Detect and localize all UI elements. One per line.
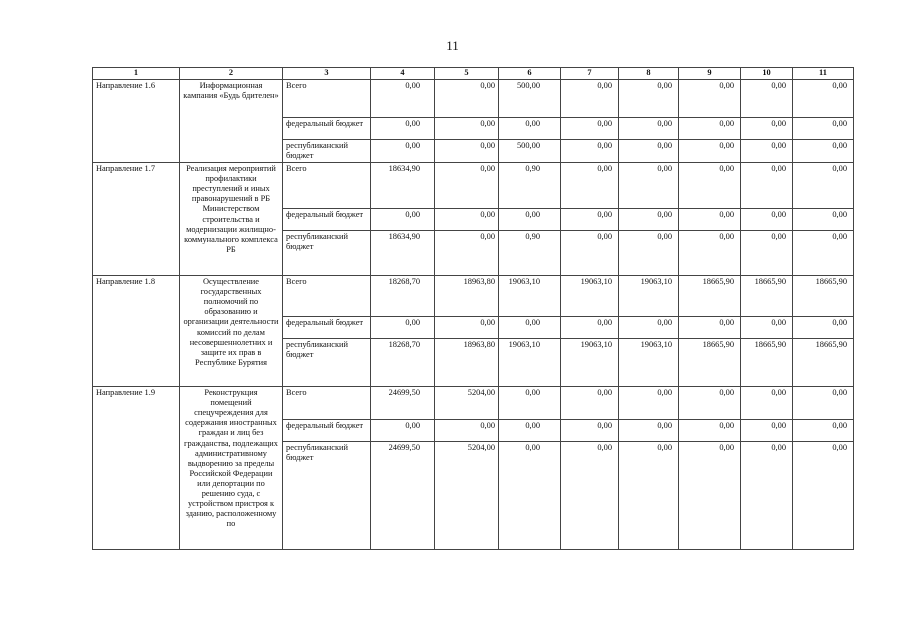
value-cell: 0,00 (499, 387, 561, 420)
value-cell: 0,00 (619, 317, 679, 339)
table-row (93, 80, 854, 118)
value-cell: 0,00 (619, 209, 679, 231)
funding-source-cell: Всего (283, 387, 371, 420)
value-cell: 0,00 (619, 80, 679, 118)
value-cell: 0,00 (793, 140, 854, 163)
value-cell: 0,00 (793, 118, 854, 140)
value-cell: 0,00 (741, 140, 793, 163)
value-cell: 0,00 (499, 317, 561, 339)
value-cell: 18963,80 (435, 276, 499, 317)
value-cell: 19063,10 (561, 276, 619, 317)
value-cell: 0,00 (435, 80, 499, 118)
value-cell: 5204,00 (435, 442, 499, 550)
value-cell: 18963,80 (435, 339, 499, 387)
value-cell: 0,00 (499, 442, 561, 550)
value-cell: 0,00 (371, 209, 435, 231)
funding-source-cell: республиканский бюджет (283, 442, 371, 550)
value-cell: 0,00 (561, 420, 619, 442)
value-cell: 0,00 (679, 317, 741, 339)
funding-source-cell: федеральный бюджет (283, 420, 371, 442)
column-header: 2 (180, 68, 283, 80)
value-cell: 0,00 (793, 317, 854, 339)
value-cell: 19063,10 (619, 276, 679, 317)
value-cell: 0,00 (435, 209, 499, 231)
value-cell: 0,00 (679, 387, 741, 420)
value-cell: 0,00 (793, 387, 854, 420)
direction-cell: Направление 1.9 (93, 387, 180, 550)
value-cell: 18665,90 (793, 276, 854, 317)
column-header: 11 (793, 68, 854, 80)
funding-source-cell: федеральный бюджет (283, 209, 371, 231)
measure-name-cell: Информационная кампания «Будь бдителен» (180, 80, 283, 163)
value-cell: 0,00 (679, 163, 741, 209)
table-row (93, 163, 854, 209)
funding-source-cell: республиканский бюджет (283, 140, 371, 163)
value-cell: 0,00 (561, 209, 619, 231)
funding-source-cell: республиканский бюджет (283, 339, 371, 387)
value-cell: 0,00 (741, 420, 793, 442)
funding-source-cell: Всего (283, 163, 371, 209)
value-cell: 500,00 (499, 140, 561, 163)
value-cell: 0,00 (741, 163, 793, 209)
value-cell: 5204,00 (435, 387, 499, 420)
table-row (93, 276, 854, 317)
value-cell: 0,00 (741, 80, 793, 118)
value-cell: 19063,10 (561, 339, 619, 387)
value-cell: 18268,70 (371, 339, 435, 387)
value-cell: 0,00 (371, 317, 435, 339)
budget-table (92, 67, 854, 550)
column-header: 8 (619, 68, 679, 80)
value-cell: 0,00 (679, 80, 741, 118)
value-cell: 0,00 (499, 118, 561, 140)
value-cell: 0,00 (793, 420, 854, 442)
value-cell: 0,00 (619, 140, 679, 163)
value-cell: 0,00 (435, 140, 499, 163)
value-cell: 0,00 (619, 163, 679, 209)
value-cell: 0,00 (371, 420, 435, 442)
value-cell: 0,00 (679, 118, 741, 140)
value-cell: 0,00 (679, 209, 741, 231)
value-cell: 18665,90 (679, 276, 741, 317)
funding-source-cell: Всего (283, 80, 371, 118)
value-cell: 0,00 (371, 118, 435, 140)
value-cell: 0,00 (619, 118, 679, 140)
value-cell: 19063,10 (499, 339, 561, 387)
value-cell: 0,00 (741, 442, 793, 550)
column-header: 1 (93, 68, 180, 80)
value-cell: 0,00 (561, 442, 619, 550)
value-cell: 24699,50 (371, 387, 435, 420)
value-cell: 0,00 (561, 317, 619, 339)
column-header: 9 (679, 68, 741, 80)
value-cell: 0,00 (741, 118, 793, 140)
value-cell: 0,00 (619, 442, 679, 550)
value-cell: 0,00 (793, 209, 854, 231)
value-cell: 18268,70 (371, 276, 435, 317)
value-cell: 0,00 (793, 163, 854, 209)
value-cell: 0,00 (499, 420, 561, 442)
measure-name-cell: Реализация мероприятий профилактики преступлений и иных правонарушений в РБ Министерством строительства и модернизации жилищно-коммунального комплекса РБ (180, 163, 283, 276)
value-cell: 0,00 (679, 231, 741, 276)
value-cell: 0,00 (619, 231, 679, 276)
value-cell: 18665,90 (679, 339, 741, 387)
value-cell: 18634,90 (371, 231, 435, 276)
direction-cell: Направление 1.8 (93, 276, 180, 387)
header-row (93, 68, 854, 80)
value-cell: 0,00 (741, 209, 793, 231)
value-cell: 0,00 (371, 80, 435, 118)
funding-source-cell: республиканский бюджет (283, 231, 371, 276)
page-number: 11 (446, 38, 459, 53)
value-cell: 0,00 (793, 80, 854, 118)
funding-source-cell: федеральный бюджет (283, 317, 371, 339)
value-cell: 0,00 (371, 140, 435, 163)
value-cell: 0,00 (619, 420, 679, 442)
column-header: 3 (283, 68, 371, 80)
value-cell: 0,00 (435, 231, 499, 276)
value-cell: 24699,50 (371, 442, 435, 550)
value-cell: 0,00 (741, 231, 793, 276)
value-cell: 0,00 (561, 80, 619, 118)
table-row (93, 387, 854, 420)
column-header: 6 (499, 68, 561, 80)
value-cell: 0,00 (741, 387, 793, 420)
value-cell: 0,00 (435, 163, 499, 209)
value-cell: 0,00 (679, 140, 741, 163)
value-cell: 0,00 (561, 163, 619, 209)
value-cell: 18665,90 (741, 276, 793, 317)
value-cell: 0,90 (499, 163, 561, 209)
value-cell: 500,00 (499, 80, 561, 118)
value-cell: 0,00 (499, 209, 561, 231)
value-cell: 0,00 (793, 442, 854, 550)
value-cell: 0,00 (435, 118, 499, 140)
value-cell: 18665,90 (793, 339, 854, 387)
value-cell: 0,00 (561, 231, 619, 276)
direction-cell: Направление 1.7 (93, 163, 180, 276)
value-cell: 0,00 (561, 140, 619, 163)
value-cell: 0,00 (561, 387, 619, 420)
value-cell: 0,00 (741, 317, 793, 339)
value-cell: 19063,10 (619, 339, 679, 387)
funding-source-cell: Всего (283, 276, 371, 317)
column-header: 10 (741, 68, 793, 80)
value-cell: 18665,90 (741, 339, 793, 387)
value-cell: 0,00 (435, 420, 499, 442)
value-cell: 0,00 (435, 317, 499, 339)
value-cell: 19063,10 (499, 276, 561, 317)
value-cell: 0,00 (561, 118, 619, 140)
value-cell: 0,00 (679, 442, 741, 550)
direction-cell: Направление 1.6 (93, 80, 180, 163)
funding-source-cell: федеральный бюджет (283, 118, 371, 140)
value-cell: 0,00 (619, 387, 679, 420)
value-cell: 0,00 (679, 420, 741, 442)
column-header: 7 (561, 68, 619, 80)
column-header: 5 (435, 68, 499, 80)
value-cell: 0,90 (499, 231, 561, 276)
measure-name-cell: Реконструкция помещений спецучреждения для содержания иностранных граждан и лиц без гражданства, подлежащих административному выдворению за пределы Российской Федерации или депортации по решению суда, с устройством пристроя к зданию, расположенному по (180, 387, 283, 550)
value-cell: 18634,90 (371, 163, 435, 209)
value-cell: 0,00 (793, 231, 854, 276)
measure-name-cell: Осуществление государственных полномочий по образованию и организации деятельности комиссий по делам несовершеннолетних и защите их прав в Республике Бурятия (180, 276, 283, 387)
column-header: 4 (371, 68, 435, 80)
